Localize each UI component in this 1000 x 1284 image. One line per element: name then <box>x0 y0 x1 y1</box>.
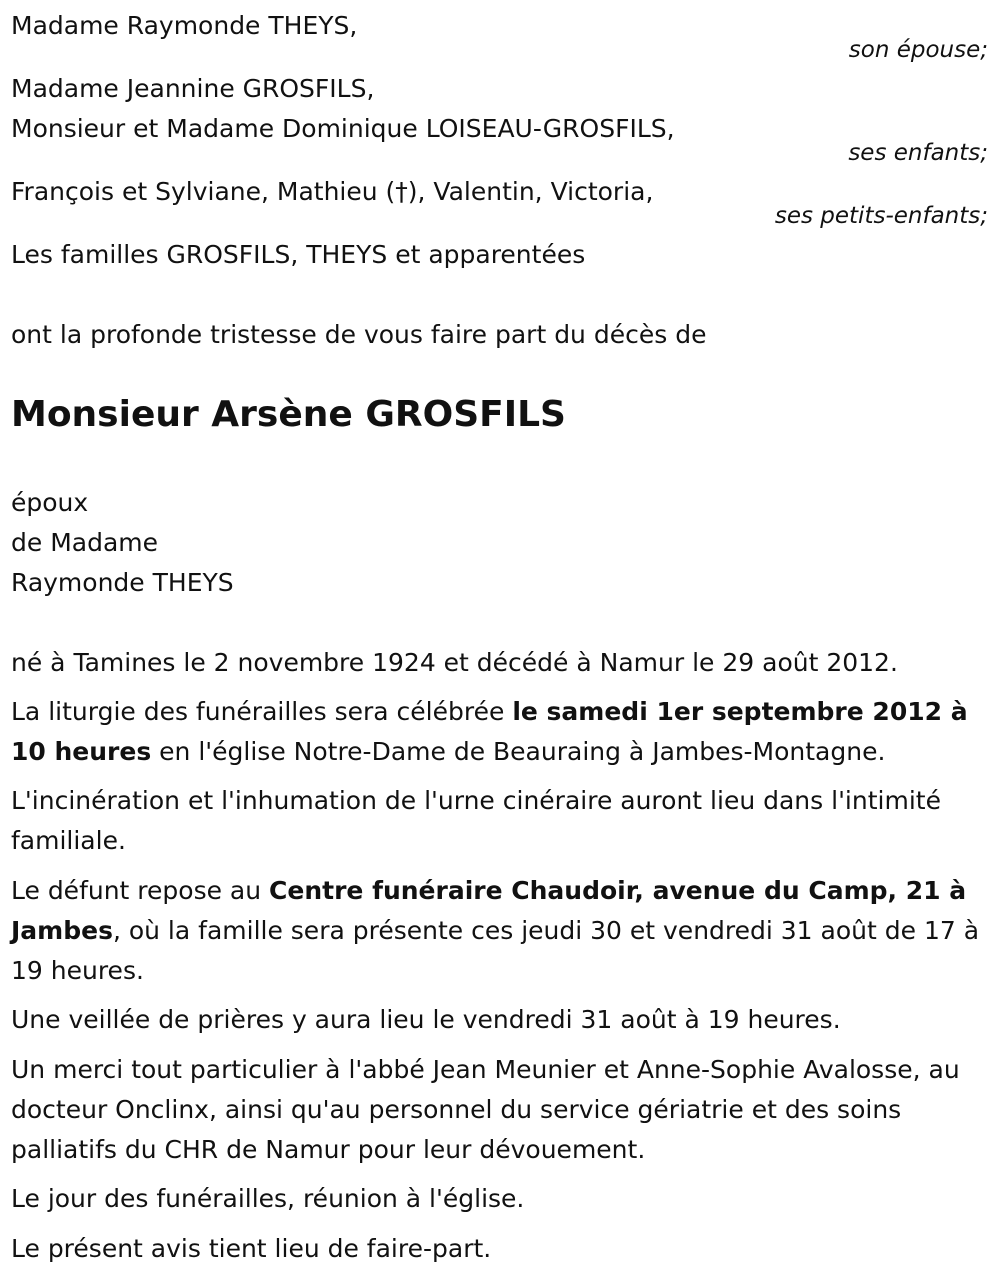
role-children: ses enfants; <box>848 140 988 166</box>
relation-line-2: de Madame <box>11 528 159 557</box>
cremation-paragraph: L'incinération et l'inhumation de l'urne cinéraire auront lieu dans l'intimité familiale. <box>11 786 941 855</box>
obituary-notice <box>11 0 991 1284</box>
notice-paragraph: Le présent avis tient lieu de faire-part. <box>11 1234 492 1263</box>
vigil-paragraph: Une veillée de prières y aura lieu le vendredi 31 août à 19 heures. <box>11 1005 841 1034</box>
family-line-spouse: Madame Raymonde THEYS, <box>11 11 358 40</box>
liturgy-paragraph <box>11 692 996 772</box>
rest-text-pre: Le défunt repose au <box>11 876 270 905</box>
rest-text-post: , où la famille sera présente ces jeudi 30 et vendredi 31 août de 17 à 19 heures. <box>11 916 980 985</box>
role-spouse: son épouse; <box>848 37 988 63</box>
family-line-child-2: Monsieur et Madame Dominique LOISEAU-GROSFILS, <box>11 114 675 143</box>
birth-death-paragraph: né à Tamines le 2 novembre 1924 et décédé à Namur le 29 août 2012. <box>11 648 898 677</box>
liturgy-date: le samedi 1er septembre 2012 à 10 heures <box>11 697 968 766</box>
gathering-paragraph: Le jour des funérailles, réunion à l'église. <box>11 1184 525 1213</box>
deceased-name: Monsieur Arsène GROSFILS <box>11 394 566 435</box>
relation-line-3: Raymonde THEYS <box>11 568 234 597</box>
liturgy-text-post: en l'église Notre-Dame de Beauraing à Jambes-Montagne. <box>151 737 886 766</box>
announcement-text: ont la profonde tristesse de vous faire part du décès de <box>11 320 707 349</box>
rest-location: Centre funéraire Chaudoir, avenue du Camp, 21 à Jambes <box>11 876 967 945</box>
family-line-grandchildren: François et Sylviane, Mathieu (†), Valentin, Victoria, <box>11 177 654 206</box>
role-grandchildren: ses petits-enfants; <box>774 203 988 229</box>
family-line-relatives: Les familles GROSFILS, THEYS et apparentées <box>11 240 586 269</box>
relation-line-1: époux <box>11 488 89 517</box>
liturgy-text-pre: La liturgie des funérailles sera célébrée <box>11 697 513 726</box>
thanks-paragraph: Un merci tout particulier à l'abbé Jean Meunier et Anne-Sophie Avalosse, au docteur Onclinx, ainsi qu'au personnel du service gériatrie et des soins palliatifs du CHR de Namur pour leur dévouement. <box>11 1055 960 1164</box>
family-line-child-1: Madame Jeannine GROSFILS, <box>11 74 375 103</box>
rest-paragraph <box>11 871 996 991</box>
